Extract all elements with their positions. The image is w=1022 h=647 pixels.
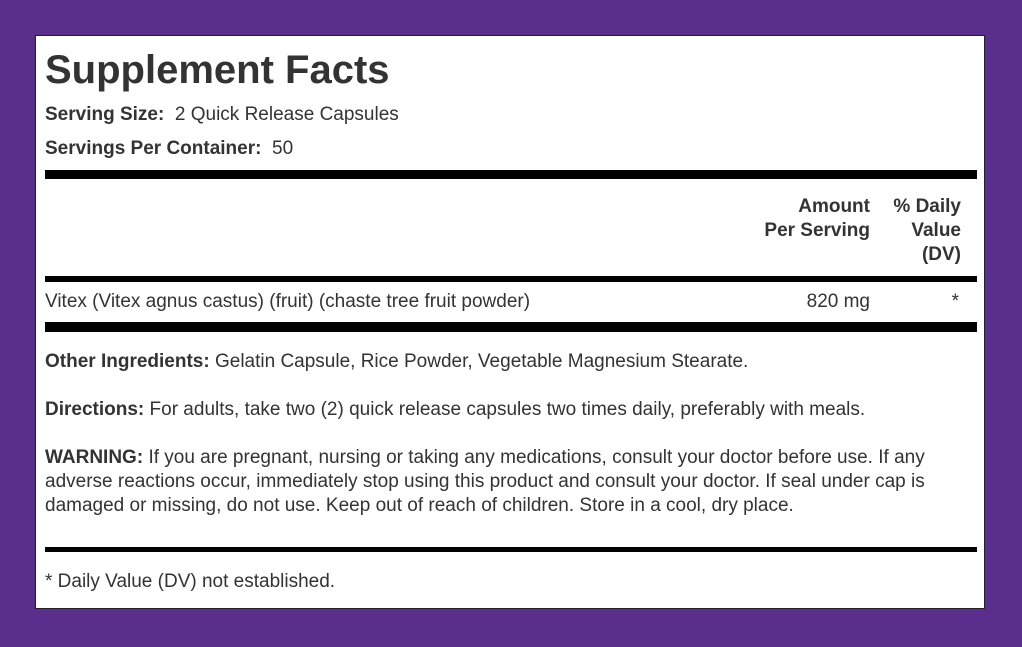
warning-text: If you are pregnant, nursing or taking any medications, consult your doctor before use. If any adverse reactions occur, immediately stop using this product and consult your doctor. If seal under cap is damaged or missing, do not use. Keep out of reach of children. Store in a cool, dry place. — [45, 447, 925, 516]
warning-label: WARNING: — [45, 447, 144, 468]
servings-per-container-label: Servings Per Container: — [45, 138, 262, 159]
serving-size-value: 2 Quick Release Capsules — [174, 104, 399, 125]
warning — [45, 446, 970, 518]
serving-size-line — [45, 104, 399, 126]
other-ingredients-label: Other Ingredients: — [45, 351, 210, 372]
servings-per-container-value: 50 — [272, 138, 294, 159]
supplement-facts-panel — [35, 35, 985, 609]
daily-value-header — [893, 195, 961, 267]
daily-value-header-line: % Daily — [893, 196, 961, 217]
servings-per-container-line — [45, 138, 293, 160]
divider-rule — [45, 322, 977, 332]
amount-header — [764, 195, 870, 243]
other-ingredients — [45, 350, 970, 374]
daily-value-header-line: Value — [911, 220, 961, 241]
footnote: * Daily Value (DV) not established. — [45, 571, 336, 592]
page-title: Supplement Facts — [45, 48, 390, 92]
other-ingredients-text: Gelatin Capsule, Rice Powder, Vegetable Magnesium Stearate. — [214, 351, 749, 372]
amount-header-line: Amount — [798, 196, 870, 217]
serving-size-label: Serving Size: — [45, 104, 165, 125]
amount-header-line: Per Serving — [764, 220, 870, 241]
directions-label: Directions: — [45, 399, 145, 420]
ingredient-name: Vitex (Vitex agnus castus) (fruit) (chaste tree fruit powder) — [45, 291, 531, 312]
ingredient-daily-value: * — [951, 291, 959, 312]
directions — [45, 398, 970, 422]
ingredient-amount: 820 mg — [806, 291, 870, 312]
divider-rule — [45, 276, 977, 282]
divider-rule — [45, 547, 977, 552]
daily-value-header-line: (DV) — [921, 244, 961, 265]
directions-text: For adults, take two (2) quick release capsules two times daily, preferably with meals. — [149, 399, 866, 420]
divider-rule — [45, 170, 977, 179]
